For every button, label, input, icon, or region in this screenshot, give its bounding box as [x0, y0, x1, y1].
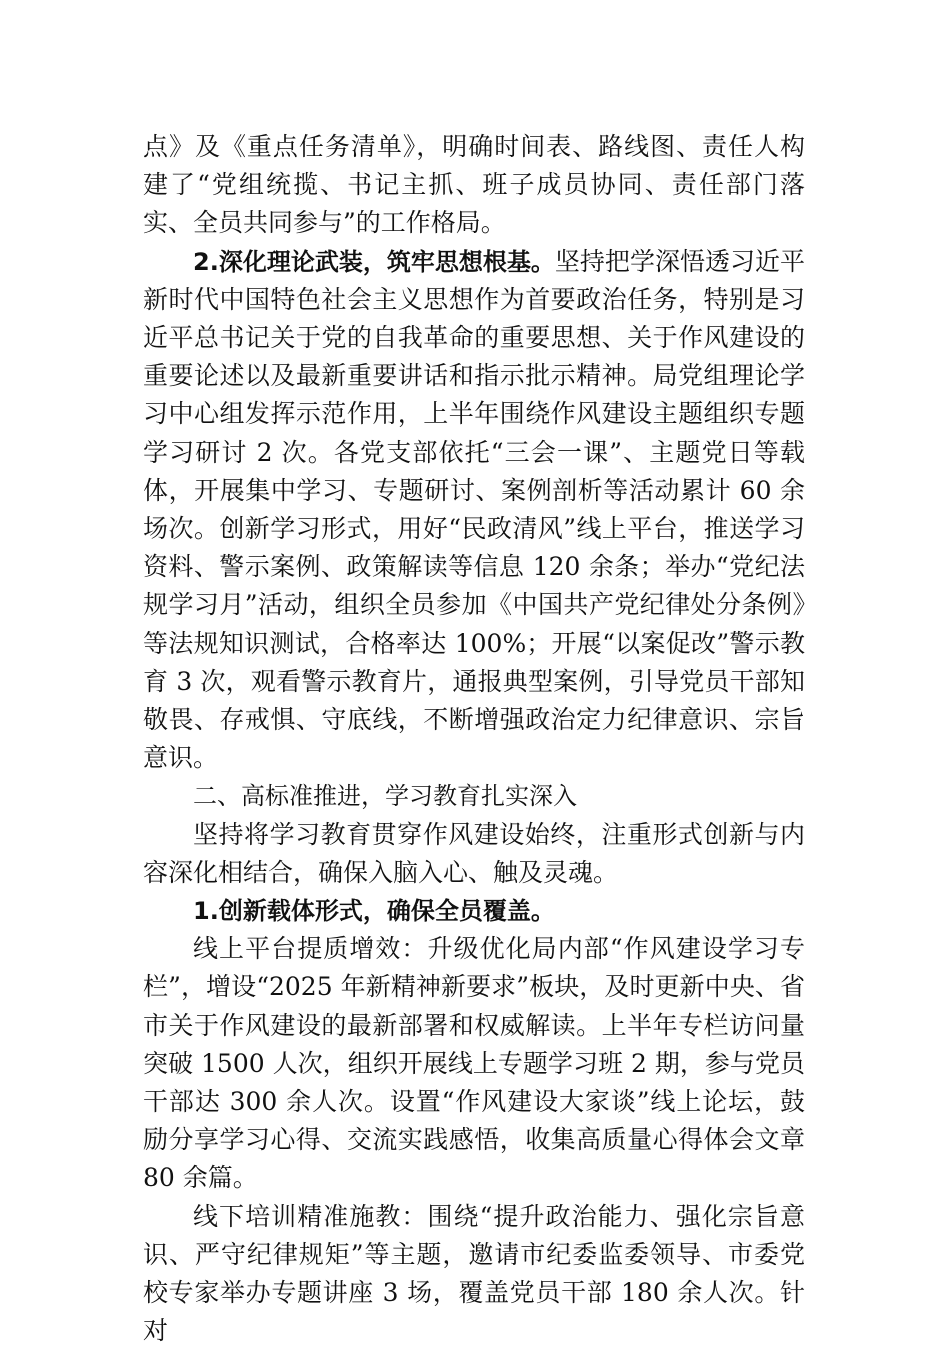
paragraph-work-pattern — [143, 128, 805, 243]
paragraph-text: 线下培训精准施教：围绕“提升政治能力、强化宗旨意识、严守纪律规矩”等主题，邀请市纪委监委领导、市委党校专家举办专题讲座 3 场，覆盖党员干部 180 余人次。针对 — [143, 1201, 805, 1346]
document-page — [143, 128, 805, 1351]
section-heading-text: 二、高标准推进，学习教育扎实深入 — [193, 782, 577, 811]
paragraph-text: 线上平台提质增效：升级优化局内部“作风建设学习专栏”，增设“2025 年新精神新要求”板块，及时更新中央、省市关于作风建设的最新部署和权威解读。上半年专栏访问量突破 1500 人次，组织开展线上专题学习班 2 期，参与党员干部达 300 余人次。设置“作风建设大家谈”线上论坛，鼓励分享学习心得、交流实践感悟，收集高质量心得体会文章 80 余篇。 — [143, 934, 805, 1193]
paragraph-offline-training — [143, 1198, 805, 1351]
section-heading-2 — [143, 777, 805, 815]
paragraph-lead-heading: 1.创新载体形式，确保全员覆盖。 — [193, 897, 555, 926]
paragraph-text: 坚持将学习教育贯穿作风建设始终，注重形式创新与内容深化相结合，确保入脑入心、触及灵魂。 — [143, 819, 805, 887]
paragraph-online-platform — [143, 930, 805, 1197]
paragraph-theory-armament — [143, 243, 805, 778]
paragraph-text: 坚持把学深悟透习近平新时代中国特色社会主义思想作为首要政治任务，特别是习近平总书记关于党的自我革命的重要思想、关于作风建设的重要论述以及最新重要讲话和指示批示精神。局党组理论学习中心组发挥示范作用，上半年围绕作风建设主题组织专题学习研讨 2 次。各党支部依托“三会一课”、主题党日等载体，开展集中学习、专题研讨、案例剖析等活动累计 60 余场次。创新学习形式，用好“民政清风”线上平台，推送学习资料、警示案例、政策解读等信息 120 余条；举办“党纪法规学习月”活动，组织全员参加《中国共产党纪律处分条例》等法规知识测试，合格率达 100%；开展“以案促改”警示教育 3 次，观看警示教育片，通报典型案例，引导党员干部知敬畏、存戒惧、守底线，不断增强政治定力纪律意识、宗旨意识。 — [143, 246, 805, 773]
paragraph-section-intro — [143, 816, 805, 892]
paragraph-lead-heading: 2.深化理论武装，筑牢思想根基。 — [193, 247, 555, 276]
paragraph-text: 点》及《重点任务清单》，明确时间表、路线图、责任人构建了“党组统揽、书记主抓、班子成员协同、责任部门落实、全员共同参与”的工作格局。 — [143, 132, 805, 238]
subheading-innovate-carriers — [143, 892, 805, 930]
